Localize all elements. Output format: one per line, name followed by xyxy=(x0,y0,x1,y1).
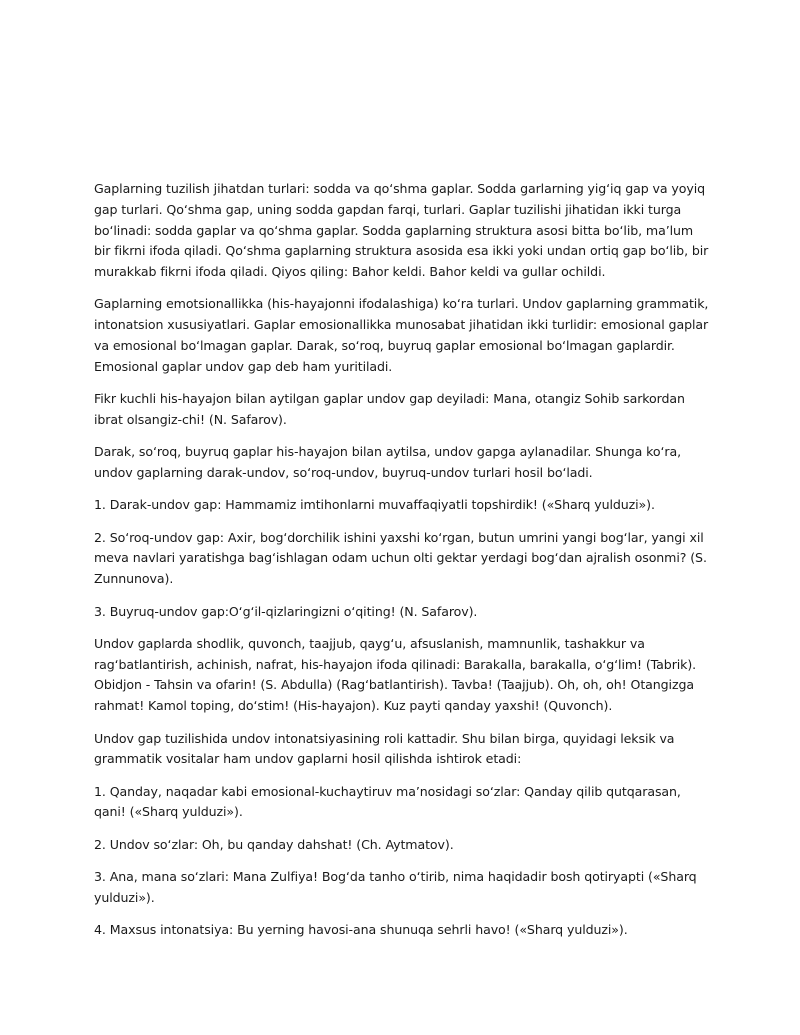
list-item-intensifiers: 1. Qanday, naqadar kabi emosional-kuchaytiruv ma’nosidagi so‘zlar: Qanday qilib qutqarasan, qani! («Sharq yulduzi»). xyxy=(94,783,681,820)
list-item-ana-mana: 3. Ana, mana so‘zlari: Mana Zulfiya! Bog‘da tanho o‘tirib, nima haqidadir bosh qotiryapti («Sharq yulduzi»). xyxy=(94,869,697,905)
paragraph-exclamatory-definition: Fikr kuchli his-hayajon bilan aytilgan gaplar undov gap deyiladi: Mana, otangiz Sohib sarkordan ibrat olsangiz-chi! (N. Safarov). xyxy=(94,391,685,427)
document-body xyxy=(94,179,712,952)
list-item-imperative-exclamatory: 3. Buyruq-undov gap:O‘g‘il-qizlaringizni o‘qiting! (N. Safarov). xyxy=(94,603,478,619)
list-item-interrogative-exclamatory: 2. So‘roq-undov gap: Axir, bog‘dorchilik ishini yaxshi ko‘rgan, butun umrini yangi bog‘lar, yangi xil meva navlari yaratishga bag‘ishlagan odam uchun olti gektar yerdagi bog‘dan ajralish osonmi? (S. Zunnunova). xyxy=(94,529,707,587)
list-item-declarative-exclamatory: 1. Darak-undov gap: Hammamiz imtihonlarni muvaffaqiyatli topshirdik! («Sharq yulduzi»). xyxy=(94,497,655,513)
paragraph-emotional-types: Gaplarning emotsionallikka (his-hayajonni ifodalashiga) ko‘ra turlari. Undov gaplarning grammatik, intonatsion xususiyatlari. Gaplar emosionallikka munosabat jihatidan ikki turlidir: emosional gaplar va emosional bo‘lmagan gaplar. Darak, so‘roq, buyruq gaplar emosional bo‘lmagan gaplardir. Emosional gaplar undov gap deb ham yuritiladi. xyxy=(94,296,709,374)
paragraph-exclamatory-subtypes: Darak, so‘roq, buyruq gaplar his-hayajon bilan aytilsa, undov gapga aylanadilar. Shunga ko‘ra, undov gaplarning darak-undov, so‘roq-undov, buyruq-undov turlari hosil bo‘ladi. xyxy=(94,444,681,481)
paragraph-intonation-role: Undov gap tuzilishida undov intonatsiyasining roli kattadir. Shu bilan birga, quyidagi leksik va grammatik vositalar ham undov gaplarni hosil qilishda ishtirok etadi: xyxy=(94,730,675,767)
list-item-interjections: 2. Undov so‘zlar: Oh, bu qanday dahshat! (Ch. Aytmatov). xyxy=(94,836,454,852)
paragraph-sentence-structure: Gaplarning tuzilish jihatdan turlari: sodda va qo‘shma gaplar. Sodda garlarning yig‘iq gap va yoyiq gap turlari. Qo‘shma gap, uning sodda gapdan farqi, turlari. Gaplar tuzilishi jihatidan ikki turga bo‘linadi: sodda gaplar va qo‘shma gaplar. Sodda gaplarning struktura asosi bitta bo‘lib, ma’lum bir fikrni ifoda qiladi. Qo‘shma gaplarning struktura asosida esa ikki yoki undan ortiq gap bo‘lib, bir murakkab fikrni ifoda qiladi. Qiyos qiling: Bahor keldi. Bahor keldi va gullar ochildi. xyxy=(94,181,709,280)
paragraph-exclamatory-meanings: Undov gaplarda shodlik, quvonch, taajjub, qayg‘u, afsuslanish, mamnunlik, tashakkur va rag‘batlantirish, achinish, nafrat, his-hayajon ifoda qilinadi: Barakalla, barakalla, o‘g‘lim! (Tabrik). Obidjon - Tahsin va ofarin! (S. Abdulla) (Rag‘batlantirish). Tavba! (Taajjub). Oh, oh, oh! Otangizga rahmat! Kamol toping, do‘stim! (His-hayajon). Kuz payti qanday yaxshi! (Quvonch). xyxy=(94,635,697,714)
list-item-special-intonation: 4. Maxsus intonatsiya: Bu yerning havosi-ana shunuqa sehrli havo! («Sharq yulduzi»). xyxy=(94,922,628,938)
